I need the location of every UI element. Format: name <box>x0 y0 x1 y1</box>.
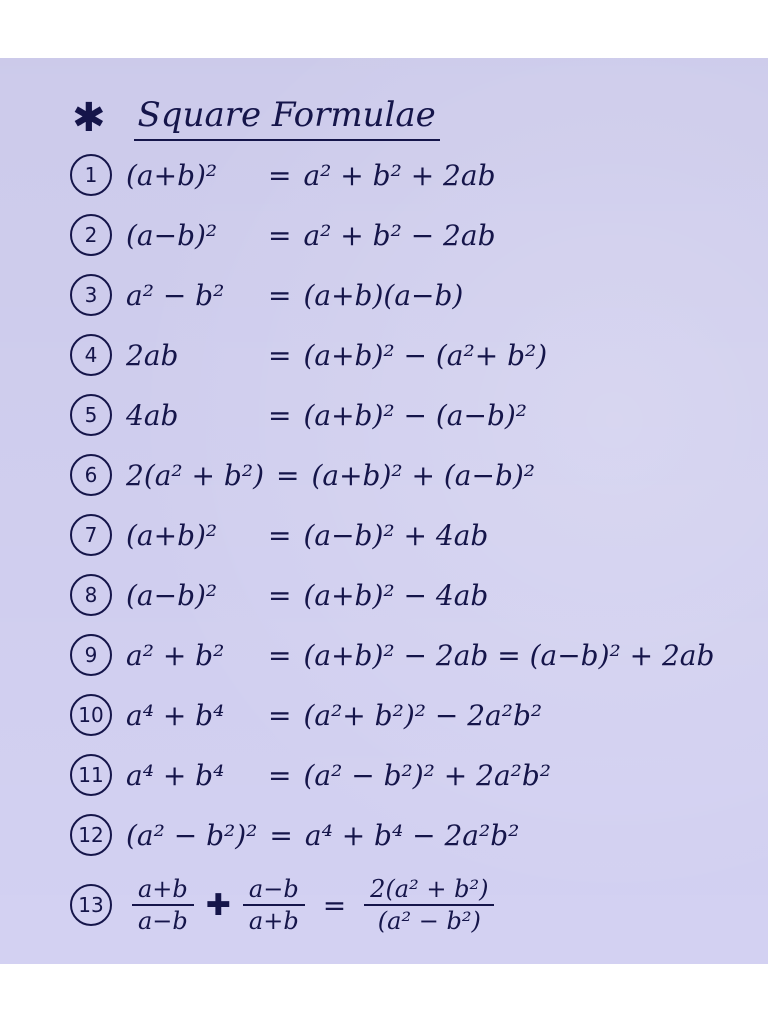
formula-row <box>70 690 542 740</box>
formula-row <box>70 450 535 500</box>
formula-number: 13 <box>70 884 112 926</box>
formula-number: 7 <box>70 514 112 556</box>
equals-sign: = <box>276 458 300 492</box>
equals-sign: = <box>268 758 292 792</box>
formula-lhs: 2(a² + b²) <box>126 458 264 492</box>
formula-lhs: (a−b)² <box>126 218 218 252</box>
formula-rhs: (a−b)² + 4ab <box>303 518 489 552</box>
formula-lhs: (a−b)² <box>126 578 218 612</box>
equals-sign: = <box>268 638 292 672</box>
equals-sign: = <box>322 888 347 922</box>
page-title: Square Formulae <box>134 95 440 141</box>
formula-lhs: (a+b)² <box>126 518 218 552</box>
formula-number: 4 <box>70 334 112 376</box>
formula-row <box>70 630 714 680</box>
fraction <box>364 874 494 936</box>
formula-lhs: a⁴ + b⁴ <box>126 758 225 792</box>
formula-lhs: 4ab <box>126 398 179 432</box>
fraction <box>243 874 305 936</box>
fraction-numerator: 2(a² + b²) <box>364 874 494 906</box>
formula-lhs: a² − b² <box>126 278 225 312</box>
formula-row <box>70 570 488 620</box>
formula-number: 12 <box>70 814 112 856</box>
equals-sign: = <box>268 158 292 192</box>
formula-row <box>70 270 463 320</box>
fraction-numerator: a+b <box>132 874 194 906</box>
plus-icon: ✚ <box>205 887 231 923</box>
fraction-numerator: a−b <box>243 874 305 906</box>
formula-number: 5 <box>70 394 112 436</box>
formula-rhs: a² + b² + 2ab <box>303 158 496 192</box>
formula-rhs: (a+b)² − 4ab <box>303 578 489 612</box>
formula-lhs: 2ab <box>126 338 179 372</box>
fraction-denominator: a+b <box>248 907 299 935</box>
formula-number: 8 <box>70 574 112 616</box>
title-row <box>72 88 440 148</box>
formula-rhs: (a²+ b²)² − 2a²b² <box>303 698 543 732</box>
formula-lhs: (a+b)² <box>126 158 218 192</box>
equals-sign: = <box>268 578 292 612</box>
formula-row <box>70 870 500 940</box>
formula-lhs: a⁴ + b⁴ <box>126 698 225 732</box>
formula-rhs: (a+b)² + (a−b)² <box>311 458 536 492</box>
equals-sign: = <box>268 338 292 372</box>
formula-row <box>70 750 551 800</box>
formula-rhs: (a+b)² − 2ab = (a−b)² + 2ab <box>303 638 715 672</box>
fraction-denominator: a−b <box>138 907 188 935</box>
formula-rhs: (a² − b²)² + 2a²b² <box>303 758 552 792</box>
equals-sign: = <box>268 278 292 312</box>
formula-lhs: (a² − b²)² <box>126 818 258 852</box>
formula-rhs: (a+b)(a−b) <box>303 278 464 312</box>
formula-number: 3 <box>70 274 112 316</box>
formula-row <box>70 210 496 260</box>
formula-row <box>70 330 547 380</box>
equals-sign: = <box>268 518 292 552</box>
formula-lhs: a² + b² <box>126 638 225 672</box>
equals-sign: = <box>268 698 292 732</box>
formula-number: 1 <box>70 154 112 196</box>
equals-sign: = <box>269 818 293 852</box>
formula-rhs: a⁴ + b⁴ − 2a²b² <box>304 818 520 852</box>
fraction-denominator: (a² − b²) <box>377 907 481 935</box>
equals-sign: = <box>268 218 292 252</box>
formula-number: 2 <box>70 214 112 256</box>
fraction <box>132 874 194 936</box>
formula-number: 9 <box>70 634 112 676</box>
equals-sign: = <box>268 398 292 432</box>
formula-number: 6 <box>70 454 112 496</box>
formula-row <box>70 810 519 860</box>
formula-row <box>70 510 488 560</box>
formula-rhs: (a+b)² − (a²+ b²) <box>303 338 548 372</box>
notebook-page <box>0 58 768 964</box>
formula-row <box>70 150 496 200</box>
asterisk-icon: ✱ <box>72 95 106 141</box>
formula-rhs: (a+b)² − (a−b)² <box>303 398 528 432</box>
formula-number: 11 <box>70 754 112 796</box>
formula-number: 10 <box>70 694 112 736</box>
formula-row <box>70 390 527 440</box>
formula-rhs: a² + b² − 2ab <box>303 218 496 252</box>
